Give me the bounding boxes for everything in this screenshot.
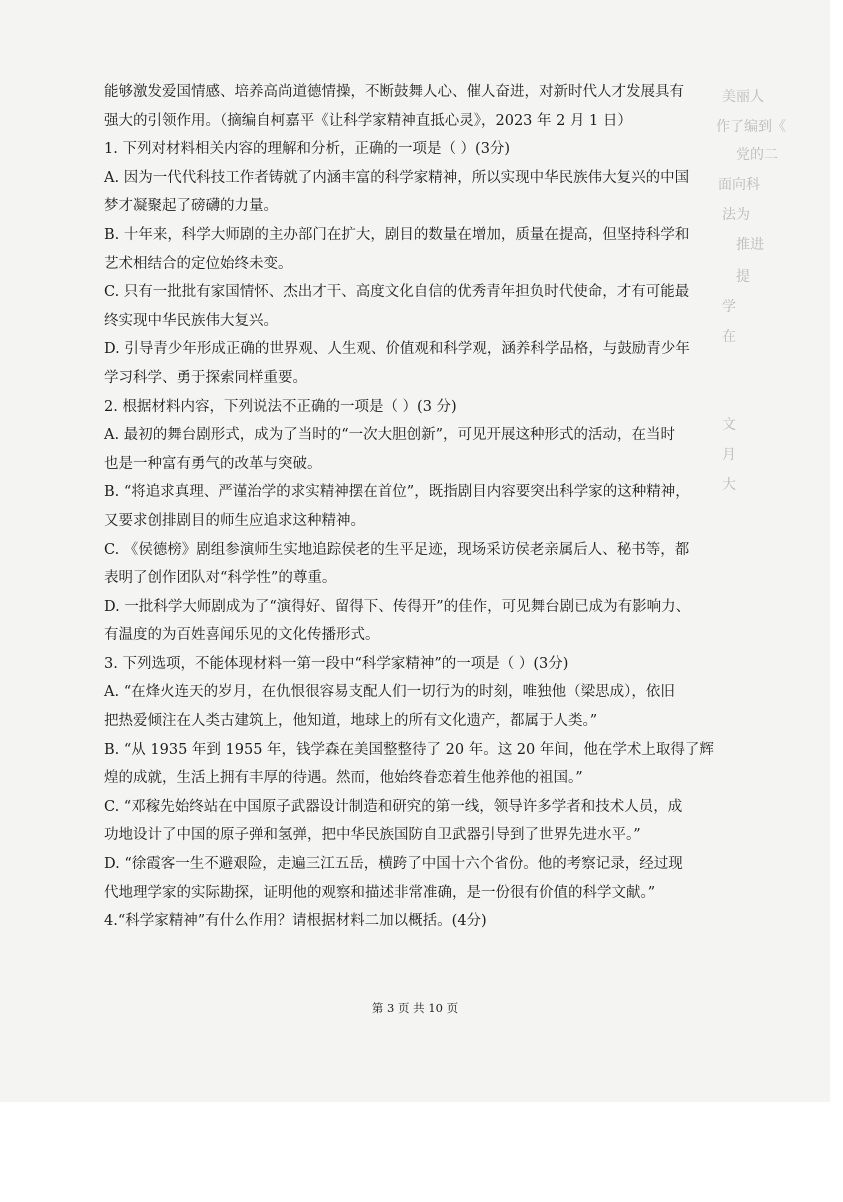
bleed-right-4: 法为 <box>722 207 750 223</box>
question-3-option-d-cont: 代地理学家的实际勘探，证明他的观察和描述非常准确，是一份很有价值的科学文献。” <box>104 884 656 901</box>
question-2-option-c-cont: 表明了创作团队对“科学性”的尊重。 <box>104 570 337 587</box>
question-3-option-a-cont: 把热爱倾注在人类古建筑上，他知道，地球上的所有文化遗产，都属于人类。” <box>104 713 598 730</box>
bleed-right-3: 面向科 <box>718 177 760 193</box>
page-number: 第 3 页 共 10 页 <box>371 1001 459 1015</box>
text-line: 强大的引领作用。（摘编自柯嘉平《让科学家精神直抵心灵》，2023 年 2 月 1 日） <box>104 112 632 129</box>
question-1-option-c-cont: 终实现中华民族伟大复兴。 <box>104 312 278 329</box>
question-2-option-a-cont: 也是一种富有勇气的改革与突破。 <box>104 455 322 472</box>
question-1-stem: 1. 下列对材料相关内容的理解和分析，正确的一项是（ ）(3分) <box>104 141 511 158</box>
text-line: 能够激发爱国情感、培养高尚道德情操，不断鼓舞人心、催人奋进，对新时代人才发展具有 <box>104 84 684 100</box>
bleed-right-6: 提 <box>736 269 750 285</box>
question-1-option-a: A. 因为一代代科技工作者铸就了内涵丰富的科学家精神，所以实现中华民族伟大复兴的中国 <box>104 169 690 186</box>
bleed-right-8: 在 <box>722 329 736 345</box>
bleed-right-5: 推进 <box>736 237 764 253</box>
question-2-option-d-cont: 有温度的为百姓喜闻乐见的文化传播形式。 <box>104 627 380 644</box>
question-2-option-b-cont: 又要求创排剧目的师生应追求这种精神。 <box>104 512 365 529</box>
bleed-right-10: 月 <box>722 447 736 463</box>
question-2-option-c: C. 《侯德榜》剧组参演师生实地追踪侯老的生平足迹，现场采访侯老亲属后人、秘书等，都 <box>104 541 690 558</box>
question-2-option-b: B. “将追求真理、严谨治学的求实精神摆在首位”，既指剧目内容要突出科学家的这种精神， <box>104 484 690 501</box>
question-1-option-b: B. 十年来，科学大师剧的主办部门在扩大，剧目的数量在增加，质量在提高，但坚持科学和 <box>104 226 690 243</box>
bleed-right-7: 学 <box>722 299 736 315</box>
question-1-option-c: C. 只有一批批有家国情怀、杰出才干、高度文化自信的优秀青年担负时代使命，才有可能最 <box>104 284 690 301</box>
question-3-stem: 3. 下列选项，不能体现材料一第一段中“科学家精神”的一项是（ ）(3分) <box>104 655 569 672</box>
question-2-stem: 2. 根据材料内容，下列说法不正确的一项是（ ）(3 分) <box>104 398 457 415</box>
question-3-option-a: A. “在烽火连天的岁月，在仇恨很容易支配人们一切行为的时刻，唯独他（梁思成），依旧 <box>104 684 675 701</box>
question-1-option-b-cont: 艺术相结合的定位始终未变。 <box>104 255 293 272</box>
question-3-option-b-cont: 煌的成就，生活上拥有丰厚的待遇。然而，他始终眷恋着生他养他的祖国。” <box>104 770 583 787</box>
question-2-option-a: A. 最初的舞台剧形式，成为了当时的“一次大胆创新”，可见开展这种形式的活动，在当时 <box>104 427 676 444</box>
question-3-option-c: C. “邓稼先始终站在中国原子武器设计制造和研究的第一线，领导许多学者和技术人员，成 <box>104 798 683 815</box>
question-1-option-a-cont: 梦才凝聚起了磅礴的力量。 <box>104 198 278 215</box>
question-4-stem: 4.“科学家精神”有什么作用？请根据材料二加以概括。(4分) <box>104 913 487 930</box>
question-1-option-d-cont: 学习科学、勇于探索同样重要。 <box>104 369 307 386</box>
question-text-block <box>104 78 716 936</box>
question-1-option-d: D. 引导青少年形成正确的世界观、人生观、价值观和科学观，涵养科学品格，与鼓励青少年 <box>104 341 690 358</box>
bleed-right-11: 大 <box>722 477 736 493</box>
bleed-right-0: 美丽人 <box>722 89 764 105</box>
bleed-right-1: 作了编到《 <box>716 119 786 135</box>
bleed-right-9: 文 <box>722 417 736 433</box>
question-3-option-d: D. “徐霞客一生不避艰险，走遍三江五岳，横跨了中国十六个省份。他的考察记录，经过现 <box>104 856 683 873</box>
question-3-option-c-cont: 功地设计了中国的原子弹和氢弹，把中华民族国防自卫武器引导到了世界先进水平。” <box>104 827 641 844</box>
bleed-right-2: 党的二 <box>736 147 778 163</box>
question-2-option-d: D. 一批科学大师剧成为了“演得好、留得下、传得开”的佳作，可见舞台剧已成为有影响力、 <box>104 598 691 615</box>
question-3-option-b: B. “从 1935 年到 1955 年，钱学森在美国整整待了 20 年。这 20 年间，他在学术上取得了辉 <box>104 741 714 758</box>
